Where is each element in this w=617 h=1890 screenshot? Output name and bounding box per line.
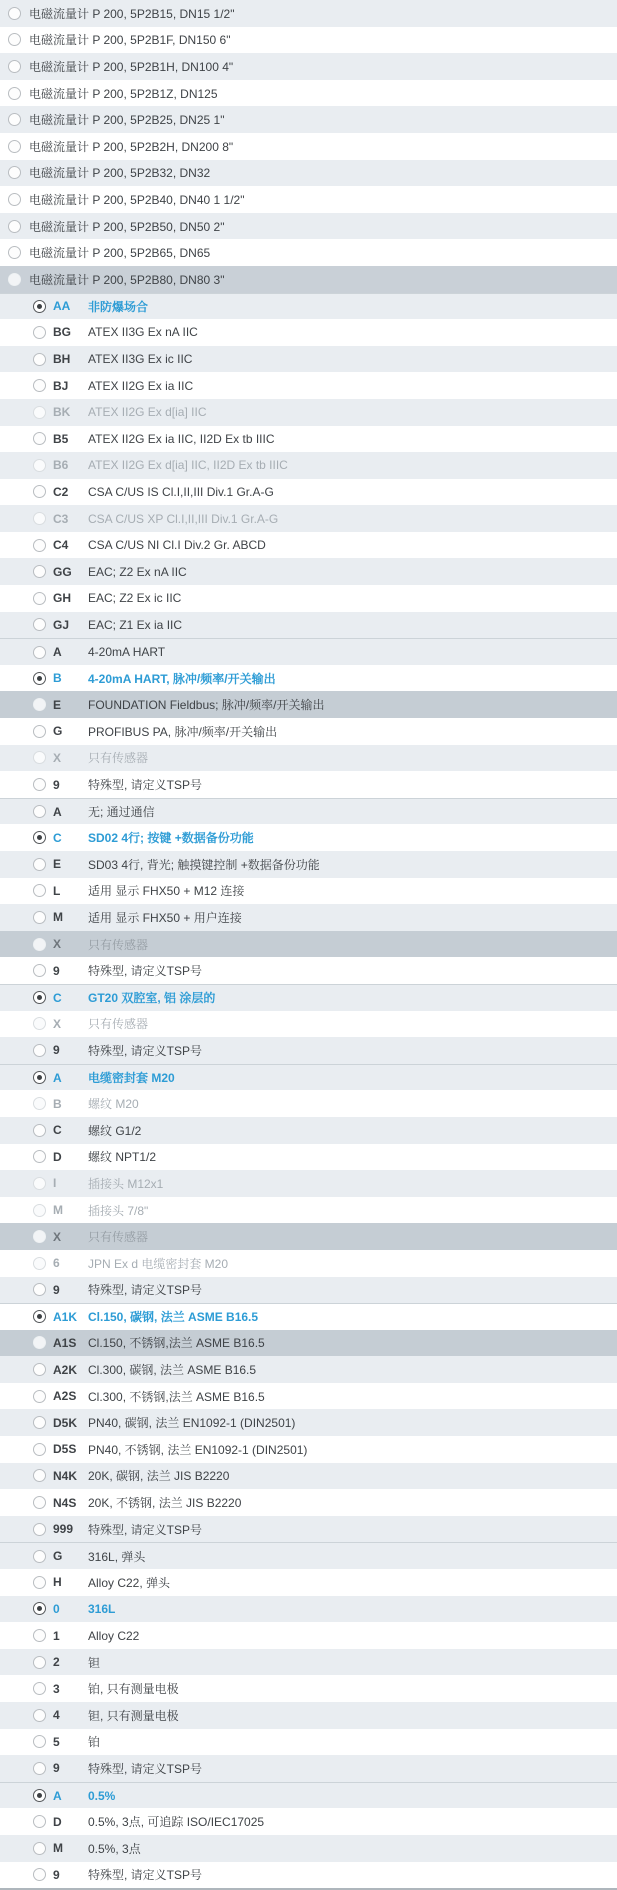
config-option-row[interactable] xyxy=(0,346,617,373)
config-option-row[interactable] xyxy=(0,1835,617,1862)
config-option-row[interactable] xyxy=(0,1303,617,1330)
radio-button-icon[interactable] xyxy=(33,592,46,605)
radio-button-icon[interactable] xyxy=(33,1709,46,1722)
config-option-row[interactable] xyxy=(0,558,617,585)
option-label: 特殊型, 请定义TSP号 xyxy=(88,1761,203,1776)
option-code: BH xyxy=(53,352,71,367)
radio-button-icon[interactable] xyxy=(33,1390,46,1403)
option-label: Cl.150, 碳钢, 法兰 ASME B16.5 xyxy=(88,1310,259,1325)
option-code: GH xyxy=(53,591,71,606)
option-label: ATEX II3G Ex ic IIC xyxy=(88,352,193,367)
radio-button-icon[interactable] xyxy=(8,7,21,20)
option-label: 螺纹 NPT1/2 xyxy=(88,1150,157,1165)
radio-button-icon[interactable] xyxy=(33,831,46,844)
option-label: Alloy C22, 弹头 xyxy=(88,1575,171,1590)
option-label: ATEX II2G Ex ia IIC xyxy=(88,378,194,393)
config-option-row[interactable] xyxy=(0,1755,617,1782)
option-code: C2 xyxy=(53,484,69,499)
option-code: 999 xyxy=(53,1522,74,1537)
radio-button-icon[interactable] xyxy=(33,1629,46,1642)
option-label: 适用 显示 FHX50 + 用户连接 xyxy=(88,910,242,925)
option-label: 铂, 只有测量电极 xyxy=(88,1682,179,1697)
radio-button-icon[interactable] xyxy=(33,1363,46,1376)
option-code: 0 xyxy=(53,1601,60,1616)
radio-button-icon[interactable] xyxy=(33,1842,46,1855)
product-option-row[interactable] xyxy=(0,160,617,187)
option-code: X xyxy=(53,937,62,952)
option-label: SD03 4行, 背光; 触摸键控制 +数据备份功能 xyxy=(88,857,320,872)
radio-button-icon[interactable] xyxy=(33,672,46,685)
config-option-row[interactable] xyxy=(0,691,617,718)
option-code: A xyxy=(53,1788,62,1803)
option-code: D5K xyxy=(53,1415,78,1430)
option-label: PN40, 碳钢, 法兰 EN1092-1 (DIN2501) xyxy=(88,1416,296,1431)
option-code: 9 xyxy=(53,1761,60,1776)
config-option-row[interactable] xyxy=(0,505,617,532)
radio-button-icon[interactable] xyxy=(33,618,46,631)
config-option-row[interactable] xyxy=(0,745,617,772)
option-label: PN40, 不锈钢, 法兰 EN1092-1 (DIN2501) xyxy=(88,1442,308,1457)
config-option-row[interactable] xyxy=(0,878,617,905)
option-code: 3 xyxy=(53,1681,60,1696)
option-label: 4-20mA HART xyxy=(88,645,166,660)
config-option-row[interactable] xyxy=(0,1729,617,1756)
radio-button-icon[interactable] xyxy=(33,1735,46,1748)
option-label: 适用 显示 FHX50 + M12 连接 xyxy=(88,884,245,899)
option-label: 电磁流量计 P 200, 5P2B65, DN65 xyxy=(29,246,211,261)
radio-button-icon[interactable] xyxy=(33,725,46,738)
radio-button-icon[interactable] xyxy=(33,1416,46,1429)
option-code: A xyxy=(53,1070,62,1085)
option-label: ATEX II2G Ex d[ia] IIC, II2D Ex tb IIIC xyxy=(88,458,288,473)
option-label: 4-20mA HART, 脉冲/频率/开关输出 xyxy=(88,671,276,686)
radio-button-icon[interactable] xyxy=(33,1071,46,1084)
option-label: 电磁流量计 P 200, 5P2B32, DN32 xyxy=(29,166,211,181)
option-label: 特殊型, 请定义TSP号 xyxy=(88,1868,203,1883)
config-option-row[interactable] xyxy=(0,1782,617,1809)
config-option-row[interactable] xyxy=(0,1170,617,1197)
config-option-row[interactable] xyxy=(0,452,617,479)
radio-button-icon[interactable] xyxy=(33,1815,46,1828)
config-option-row[interactable] xyxy=(0,479,617,506)
product-option-row[interactable] xyxy=(0,0,617,27)
radio-button-icon[interactable] xyxy=(33,459,46,472)
config-option-row[interactable] xyxy=(0,1037,617,1064)
config-option-row[interactable] xyxy=(0,1436,617,1463)
option-label: Cl.150, 不锈钢,法兰 ASME B16.5 xyxy=(88,1336,265,1351)
option-label: CSA C/US XP Cl.I,II,III Div.1 Gr.A-G xyxy=(88,511,279,526)
option-code: 4 xyxy=(53,1708,60,1723)
config-option-row[interactable] xyxy=(0,638,617,665)
radio-button-icon[interactable] xyxy=(33,512,46,525)
option-code: G xyxy=(53,724,63,739)
radio-button-icon[interactable] xyxy=(33,1283,46,1296)
option-code: L xyxy=(53,883,61,898)
option-label: 电磁流量计 P 200, 5P2B1H, DN100 4" xyxy=(29,59,234,74)
config-option-row[interactable] xyxy=(0,293,617,320)
radio-button-icon[interactable] xyxy=(8,220,21,233)
config-option-row[interactable] xyxy=(0,1011,617,1038)
option-code: N4K xyxy=(53,1468,78,1483)
radio-button-icon[interactable] xyxy=(33,1868,46,1881)
config-option-row[interactable] xyxy=(0,957,617,984)
radio-button-icon[interactable] xyxy=(33,1097,46,1110)
option-code: A1K xyxy=(53,1309,78,1324)
option-label: CSA C/US NI Cl.I Div.2 Gr. ABCD xyxy=(88,538,266,553)
option-code: D5S xyxy=(53,1442,77,1457)
option-code: H xyxy=(53,1575,62,1590)
option-label: 0.5%, 3点, 可追踪 ISO/IEC17025 xyxy=(88,1815,265,1830)
option-label: Cl.300, 碳钢, 法兰 ASME B16.5 xyxy=(88,1363,257,1378)
radio-button-icon[interactable] xyxy=(33,432,46,445)
radio-button-icon[interactable] xyxy=(33,485,46,498)
radio-button-icon[interactable] xyxy=(33,858,46,871)
option-label: PROFIBUS PA, 脉冲/频率/开关输出 xyxy=(88,724,278,739)
radio-button-icon[interactable] xyxy=(33,1496,46,1509)
radio-button-icon[interactable] xyxy=(33,1204,46,1217)
option-label: 插接头 M12x1 xyxy=(88,1176,164,1191)
config-option-row[interactable] xyxy=(0,1356,617,1383)
option-code: M xyxy=(53,910,63,925)
radio-button-icon[interactable] xyxy=(33,778,46,791)
option-label: 只有传感器 xyxy=(88,1017,149,1032)
radio-button-icon[interactable] xyxy=(8,33,21,46)
radio-button-icon[interactable] xyxy=(33,1656,46,1669)
option-code: D xyxy=(53,1149,62,1164)
option-label: 螺纹 G1/2 xyxy=(88,1123,142,1138)
option-code: I xyxy=(53,1176,57,1191)
config-option-row[interactable] xyxy=(0,851,617,878)
option-label: FOUNDATION Fieldbus; 脉冲/频率/开关输出 xyxy=(88,698,325,713)
radio-button-icon[interactable] xyxy=(33,1762,46,1775)
option-label: Cl.300, 不锈钢,法兰 ASME B16.5 xyxy=(88,1389,265,1404)
config-option-row[interactable] xyxy=(0,585,617,612)
config-option-row[interactable] xyxy=(0,1569,617,1596)
option-label: 钽, 只有测量电极 xyxy=(88,1708,179,1723)
radio-button-icon[interactable] xyxy=(33,1576,46,1589)
config-option-row[interactable] xyxy=(0,665,617,692)
radio-button-icon[interactable] xyxy=(33,805,46,818)
radio-dot-icon xyxy=(37,835,42,840)
radio-button-icon[interactable] xyxy=(33,300,46,313)
radio-button-icon[interactable] xyxy=(33,1310,46,1323)
config-option-row[interactable] xyxy=(0,1409,617,1436)
config-option-row[interactable] xyxy=(0,1702,617,1729)
option-code: BK xyxy=(53,405,71,420)
radio-button-icon[interactable] xyxy=(33,326,46,339)
option-label: 特殊型, 请定义TSP号 xyxy=(88,964,203,979)
option-code: A2S xyxy=(53,1389,77,1404)
config-option-row[interactable] xyxy=(0,931,617,958)
option-label: SD02 4行; 按键 +数据备份功能 xyxy=(88,831,254,846)
option-code: A2K xyxy=(53,1362,78,1377)
option-code: A xyxy=(53,804,62,819)
radio-button-icon[interactable] xyxy=(8,140,21,153)
config-option-row[interactable] xyxy=(0,1463,617,1490)
option-code: B5 xyxy=(53,431,69,446)
config-option-row[interactable] xyxy=(0,718,617,745)
radio-dot-icon xyxy=(37,676,42,681)
option-label: 20K, 碳钢, 法兰 JIS B2220 xyxy=(88,1469,230,1484)
config-option-row[interactable] xyxy=(0,1090,617,1117)
product-option-row[interactable] xyxy=(0,27,617,54)
option-label: 特殊型, 请定义TSP号 xyxy=(88,1522,203,1537)
option-label: ATEX II2G Ex ia IIC, II2D Ex tb IIIC xyxy=(88,431,275,446)
option-code: A xyxy=(53,645,62,660)
option-label: EAC; Z1 Ex ia IIC xyxy=(88,617,183,632)
option-code: 9 xyxy=(53,1282,60,1297)
option-code: 9 xyxy=(53,777,60,792)
config-option-row[interactable] xyxy=(0,1596,617,1623)
option-label: 只有传感器 xyxy=(88,1230,149,1245)
config-option-row[interactable] xyxy=(0,1622,617,1649)
config-option-row[interactable] xyxy=(0,1542,617,1569)
option-code: D xyxy=(53,1814,62,1829)
option-code: 9 xyxy=(53,1867,60,1882)
radio-button-icon[interactable] xyxy=(33,1150,46,1163)
option-label: 特殊型, 请定义TSP号 xyxy=(88,1043,203,1058)
config-option-row[interactable] xyxy=(0,1516,617,1543)
option-label: ATEX II3G Ex nA IIC xyxy=(88,325,198,340)
radio-button-icon[interactable] xyxy=(8,166,21,179)
radio-button-icon[interactable] xyxy=(33,1550,46,1563)
radio-button-icon[interactable] xyxy=(8,273,21,286)
config-option-row[interactable] xyxy=(0,1862,617,1889)
config-option-row[interactable] xyxy=(0,372,617,399)
config-option-row[interactable] xyxy=(0,1675,617,1702)
radio-dot-icon xyxy=(37,995,42,1000)
option-code: C4 xyxy=(53,538,69,553)
radio-button-icon[interactable] xyxy=(33,991,46,1004)
option-label: 铂 xyxy=(88,1735,101,1750)
option-label: 钽 xyxy=(88,1655,101,1670)
config-option-row[interactable] xyxy=(0,1808,617,1835)
config-option-row[interactable] xyxy=(0,771,617,798)
option-code: BG xyxy=(53,325,71,340)
config-option-row[interactable] xyxy=(0,1144,617,1171)
option-code: AA xyxy=(53,299,71,314)
option-label: 电磁流量计 P 200, 5P2B1F, DN150 6" xyxy=(29,33,231,48)
option-label: 无; 通过通信 xyxy=(88,805,155,820)
config-option-row[interactable] xyxy=(0,532,617,559)
config-option-row[interactable] xyxy=(0,798,617,825)
option-label: 只有传感器 xyxy=(88,751,149,766)
radio-button-icon[interactable] xyxy=(33,646,46,659)
config-option-row[interactable] xyxy=(0,319,617,346)
radio-dot-icon xyxy=(37,304,42,309)
option-code: GJ xyxy=(53,617,70,632)
radio-button-icon[interactable] xyxy=(33,964,46,977)
option-label: 电磁流量计 P 200, 5P2B50, DN50 2" xyxy=(29,219,225,234)
radio-button-icon[interactable] xyxy=(33,751,46,764)
radio-button-icon[interactable] xyxy=(33,698,46,711)
option-code: 9 xyxy=(53,1043,60,1058)
option-label: 0.5% xyxy=(88,1788,116,1803)
radio-button-icon[interactable] xyxy=(33,1177,46,1190)
option-code: C xyxy=(53,990,62,1005)
option-label: 电磁流量计 P 200, 5P2B40, DN40 1 1/2" xyxy=(29,192,245,207)
option-label: Alloy C22 xyxy=(88,1628,140,1643)
option-label: 非防爆场合 xyxy=(88,299,149,314)
radio-button-icon[interactable] xyxy=(33,1017,46,1030)
radio-button-icon[interactable] xyxy=(8,193,21,206)
option-label: 电磁流量计 P 200, 5P2B15, DN15 1/2" xyxy=(29,6,235,21)
option-code: 9 xyxy=(53,963,60,978)
radio-button-icon[interactable] xyxy=(33,539,46,552)
option-label: JPN Ex d 电缆密封套 M20 xyxy=(88,1256,229,1271)
option-code: X xyxy=(53,750,62,765)
option-code: E xyxy=(53,857,62,872)
option-label: 316L xyxy=(88,1601,116,1616)
config-option-row[interactable] xyxy=(0,1489,617,1516)
radio-button-icon[interactable] xyxy=(8,246,21,259)
option-code: M xyxy=(53,1841,63,1856)
config-option-row[interactable] xyxy=(0,984,617,1011)
option-code: B xyxy=(53,671,62,686)
radio-button-icon[interactable] xyxy=(33,379,46,392)
option-code: M xyxy=(53,1203,63,1218)
config-option-row[interactable] xyxy=(0,1277,617,1304)
radio-button-icon[interactable] xyxy=(33,1230,46,1243)
radio-button-icon[interactable] xyxy=(33,1682,46,1695)
radio-dot-icon xyxy=(37,1606,42,1611)
option-label: EAC; Z2 Ex ic IIC xyxy=(88,591,182,606)
radio-button-icon[interactable] xyxy=(8,87,21,100)
config-option-row[interactable] xyxy=(0,1064,617,1091)
option-label: GT20 双腔室, 铝 涂层的 xyxy=(88,991,216,1006)
config-option-row[interactable] xyxy=(0,1197,617,1224)
config-option-row[interactable] xyxy=(0,1223,617,1250)
option-code: 1 xyxy=(53,1628,60,1643)
option-label: 螺纹 M20 xyxy=(88,1097,139,1112)
radio-button-icon[interactable] xyxy=(33,353,46,366)
option-label: 316L, 弹头 xyxy=(88,1549,146,1564)
config-option-row[interactable] xyxy=(0,824,617,851)
option-code: B6 xyxy=(53,458,69,473)
radio-button-icon[interactable] xyxy=(33,1257,46,1270)
option-label: 电磁流量计 P 200, 5P2B1Z, DN125 xyxy=(29,86,218,101)
product-option-row[interactable] xyxy=(0,266,617,293)
product-option-row[interactable] xyxy=(0,53,617,80)
option-label: 特殊型, 请定义TSP号 xyxy=(88,778,203,793)
option-label: ATEX II2G Ex d[ia] IIC xyxy=(88,405,207,420)
product-option-row[interactable] xyxy=(0,213,617,240)
product-option-row[interactable] xyxy=(0,239,617,266)
option-label: 电磁流量计 P 200, 5P2B25, DN25 1" xyxy=(29,113,225,128)
radio-button-icon[interactable] xyxy=(33,406,46,419)
product-option-row[interactable] xyxy=(0,80,617,107)
option-code: 5 xyxy=(53,1734,60,1749)
radio-button-icon[interactable] xyxy=(33,1044,46,1057)
product-option-row[interactable] xyxy=(0,106,617,133)
option-label: 插接头 7/8" xyxy=(88,1203,149,1218)
product-option-row[interactable] xyxy=(0,133,617,160)
option-label: CSA C/US IS Cl.I,II,III Div.1 Gr.A-G xyxy=(88,484,274,499)
radio-button-icon[interactable] xyxy=(33,1789,46,1802)
option-code: C xyxy=(53,1123,62,1138)
option-code: GG xyxy=(53,564,72,579)
radio-button-icon[interactable] xyxy=(33,1469,46,1482)
option-label: 特殊型, 请定义TSP号 xyxy=(88,1283,203,1298)
radio-button-icon[interactable] xyxy=(8,60,21,73)
radio-button-icon[interactable] xyxy=(33,938,46,951)
config-option-row[interactable] xyxy=(0,426,617,453)
config-option-row[interactable] xyxy=(0,612,617,639)
radio-dot-icon xyxy=(37,1314,42,1319)
radio-dot-icon xyxy=(37,1075,42,1080)
option-code: 6 xyxy=(53,1256,60,1271)
option-label: 电磁流量计 P 200, 5P2B2H, DN200 8" xyxy=(29,139,234,154)
radio-button-icon[interactable] xyxy=(8,113,21,126)
config-option-row[interactable] xyxy=(0,1383,617,1410)
radio-button-icon[interactable] xyxy=(33,1523,46,1536)
radio-button-icon[interactable] xyxy=(33,884,46,897)
option-label: 电缆密封套 M20 xyxy=(88,1071,175,1086)
config-option-row[interactable] xyxy=(0,904,617,931)
option-code: A1S xyxy=(53,1335,77,1350)
radio-button-icon[interactable] xyxy=(33,1602,46,1615)
config-option-row[interactable] xyxy=(0,1330,617,1357)
option-code: BJ xyxy=(53,378,69,393)
option-code: G xyxy=(53,1549,63,1564)
radio-button-icon[interactable] xyxy=(33,1443,46,1456)
radio-button-icon[interactable] xyxy=(33,1124,46,1137)
option-code: C3 xyxy=(53,511,69,526)
radio-button-icon[interactable] xyxy=(33,1336,46,1349)
option-code: 2 xyxy=(53,1655,60,1670)
radio-dot-icon xyxy=(37,1793,42,1798)
option-label: EAC; Z2 Ex nA IIC xyxy=(88,564,187,579)
option-code: X xyxy=(53,1016,62,1031)
radio-button-icon[interactable] xyxy=(33,911,46,924)
option-label: 只有传感器 xyxy=(88,937,149,952)
option-code: X xyxy=(53,1229,62,1244)
option-code: E xyxy=(53,697,62,712)
option-label: 电磁流量计 P 200, 5P2B80, DN80 3" xyxy=(29,272,225,287)
option-label: 0.5%, 3点 xyxy=(88,1841,141,1856)
option-label: 20K, 不锈钢, 法兰 JIS B2220 xyxy=(88,1496,242,1511)
option-code: N4S xyxy=(53,1495,77,1510)
option-code: B xyxy=(53,1096,62,1111)
product-option-row[interactable] xyxy=(0,186,617,213)
config-option-row[interactable] xyxy=(0,1117,617,1144)
config-option-row[interactable] xyxy=(0,1250,617,1277)
config-option-row[interactable] xyxy=(0,399,617,426)
option-code: C xyxy=(53,830,62,845)
config-option-row[interactable] xyxy=(0,1649,617,1676)
radio-button-icon[interactable] xyxy=(33,565,46,578)
